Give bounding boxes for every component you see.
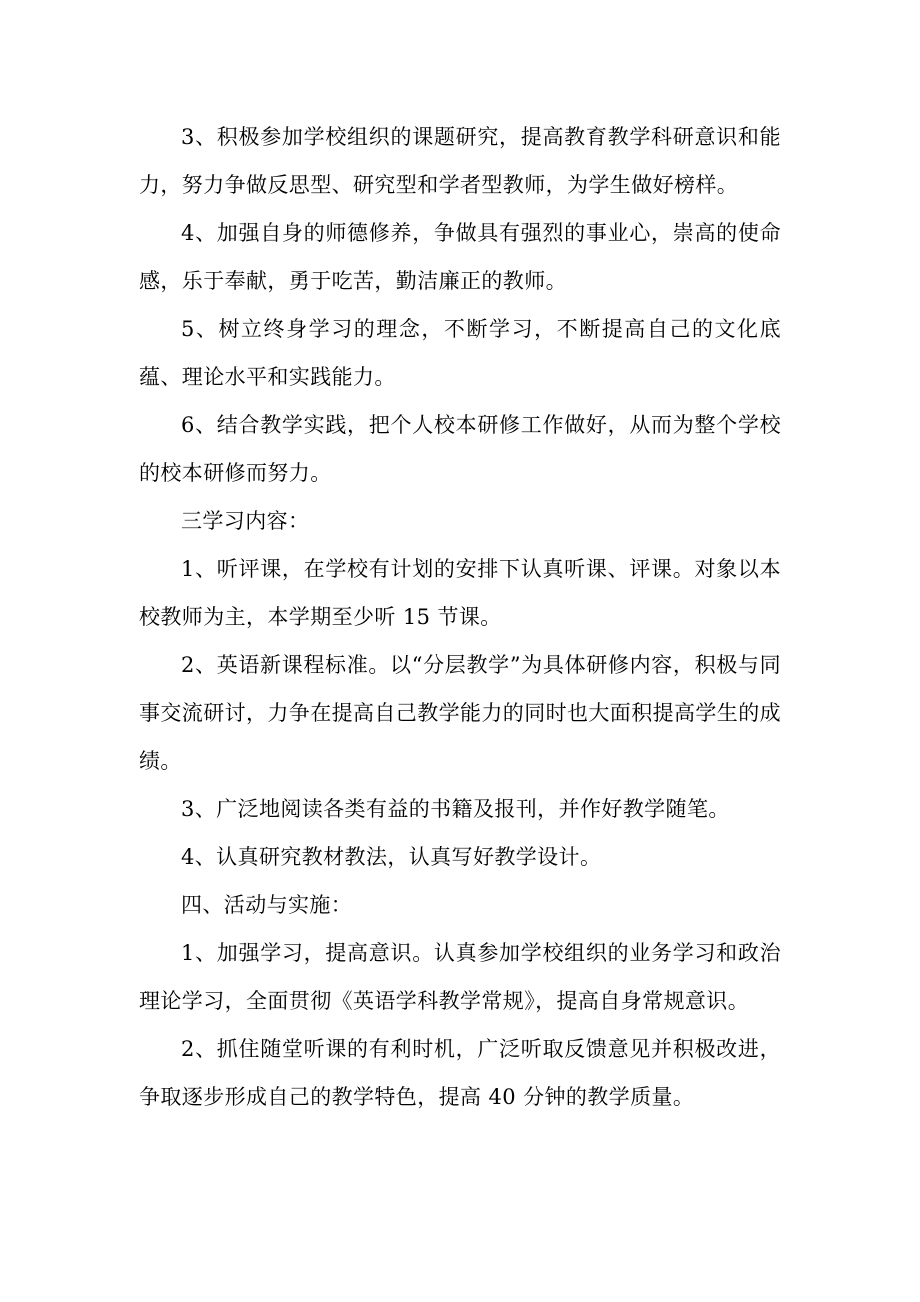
paragraph-item-3-reading: 3、广泛地阅读各类有益的书籍及报刊，并作好教学随笔。: [181, 797, 730, 821]
section-heading-activities: 四、活动与实施：: [181, 893, 353, 917]
paragraph-item-3-research: 3、积极参加学校组织的课题研究，提高教育教学科研意识和能力，努力争做反思型、研究型和学者型教师，为学生做好榜样。: [139, 125, 781, 197]
paragraph-item-1-study: 1、加强学习，提高意识。认真参加学校组织的业务学习和政治理论学习，全面贯彻《英语学科教学常规》，提高自身常规意识。: [139, 941, 781, 1013]
paragraph-item-4-lesson-design: 4、认真研究教材教法，认真写好教学设计。: [181, 845, 602, 869]
paragraph-item-2-feedback: 2、抓住随堂听课的有利时机，广泛听取反馈意见并积极改进，争取逐步形成自己的教学特色，提高 40 分钟的教学质量。: [139, 1037, 781, 1109]
paragraph-item-1-lesson-observation: 1、听评课，在学校有计划的安排下认真听课、评课。对象以本校教师为主，本学期至少听 15 节课。: [139, 557, 781, 629]
paragraph-item-5-lifelong-learning: 5、树立终身学习的理念，不断学习，不断提高自己的文化底蕴、理论水平和实践能力。: [139, 317, 781, 389]
paragraph-item-6-practice: 6、结合教学实践，把个人校本研修工作做好，从而为整个学校的校本研修而努力。: [139, 413, 781, 485]
paragraph-item-4-ethics: 4、加强自身的师德修养，争做具有强烈的事业心，崇高的使命感，乐于奉献，勇于吃苦，勤洁廉正的教师。: [139, 221, 781, 293]
section-heading-learning-content: 三学习内容：: [181, 509, 310, 533]
paragraph-item-2-curriculum-standard: 2、英语新课程标准。以“分层教学”为具体研修内容，积极与同事交流研讨，力争在提高自己教学能力的同时也大面积提高学生的成绩。: [139, 653, 781, 773]
